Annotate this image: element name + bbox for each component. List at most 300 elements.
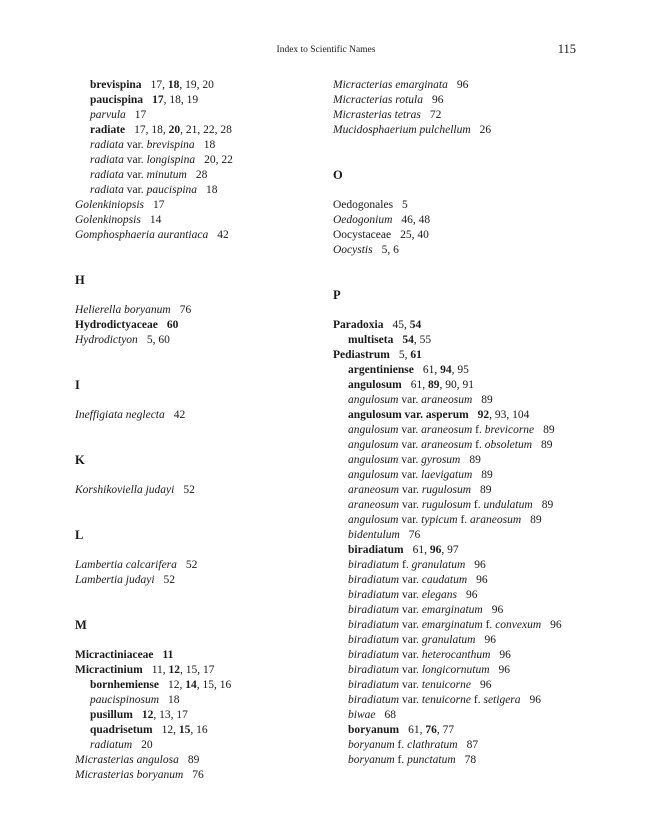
index-entry: [333, 318, 613, 333]
page-ref: 89: [187, 754, 200, 766]
index-entry: [333, 573, 613, 588]
page-ref: 61,: [408, 724, 426, 736]
page-ref: 96: [465, 589, 478, 601]
page-references: [466, 589, 478, 601]
index-term: [348, 454, 460, 466]
term-segment: emarginatum: [421, 619, 483, 631]
index-entry: [75, 198, 315, 213]
page-ref-primary: 15: [178, 724, 191, 736]
term-segment: var.: [399, 649, 422, 661]
index-term: [348, 739, 458, 751]
term-segment: var.: [123, 139, 147, 151]
section-letter: L: [75, 528, 84, 542]
page-ref: 76: [179, 304, 192, 316]
index-entry: [333, 123, 613, 138]
page-references: [401, 214, 430, 226]
spacer: [75, 348, 315, 363]
page-references: [413, 544, 459, 556]
term-segment: bornhemiense: [90, 679, 159, 691]
term-segment: minutum: [146, 169, 187, 181]
index-term: [348, 754, 456, 766]
page-ref: 5: [402, 199, 408, 211]
page-references: [142, 709, 188, 721]
page-ref: , 93, 104: [489, 409, 530, 421]
index-term: [348, 604, 483, 616]
page-references: [206, 184, 218, 196]
page-ref: 17, 18,: [134, 124, 169, 136]
page-references: [474, 559, 486, 571]
index-term: [333, 124, 471, 136]
page-ref: , 77: [436, 724, 455, 736]
term-segment: typicum: [421, 514, 458, 526]
index-entry: [75, 678, 315, 693]
term-segment: Paradoxia: [333, 319, 384, 331]
index-entry: [75, 213, 315, 228]
page-references: [402, 334, 431, 346]
index-entry: [75, 768, 315, 783]
index-entry: [75, 483, 315, 498]
section-letter: M: [75, 618, 87, 632]
page-ref: , 21, 22, 28: [180, 124, 232, 136]
page-ref: 25, 40: [400, 229, 429, 241]
page-references: [151, 79, 214, 91]
term-segment: granulatum: [411, 559, 466, 571]
page-ref-primary: 20: [168, 124, 181, 136]
index-entry: [333, 738, 613, 753]
page-references: [476, 574, 488, 586]
index-term: [75, 199, 144, 211]
page-references: [402, 199, 408, 211]
page-references: [147, 334, 170, 346]
page-references: [409, 529, 421, 541]
page-ref: 89: [543, 424, 555, 436]
page-ref: 96: [491, 604, 504, 616]
term-segment: biradiatum: [348, 589, 400, 601]
index-term: [348, 664, 490, 676]
index-term: [90, 709, 133, 721]
page-ref: 96: [431, 94, 444, 106]
term-segment: biradiatum: [348, 649, 400, 661]
term-segment: tenuicorne: [421, 694, 471, 706]
page-references: [392, 319, 421, 331]
page-references: [167, 319, 179, 331]
page-ref-primary: 89: [427, 379, 440, 391]
spacer: [333, 273, 613, 288]
index-term: [333, 349, 390, 361]
page-ref: 96: [529, 694, 542, 706]
index-entry: [75, 228, 315, 243]
term-segment: angulosum: [348, 379, 402, 391]
term-segment: Hydrodictyaceae: [75, 319, 158, 331]
term-segment: radiata: [90, 139, 124, 151]
page-references: [465, 754, 477, 766]
page-references: [196, 169, 208, 181]
page-ref: 72: [429, 109, 442, 121]
page-references: [188, 754, 200, 766]
page-ref-primary: 14: [185, 679, 197, 691]
page-ref-primary: 18: [167, 79, 180, 91]
index-term: [333, 94, 423, 106]
page-references: [469, 454, 481, 466]
page-ref: 46, 48: [401, 214, 431, 226]
page-ref: 17: [134, 109, 147, 121]
index-term: [348, 574, 467, 586]
index-entry: [333, 588, 613, 603]
index-entry: [333, 663, 613, 678]
term-segment: f.: [482, 619, 496, 631]
page-ref: ,: [162, 79, 168, 91]
page-ref: 96: [476, 574, 488, 586]
term-segment: pusillum: [90, 709, 133, 721]
page-ref-primary: 61: [410, 349, 422, 361]
page-ref: 61,: [422, 364, 441, 376]
index-entry: [333, 78, 613, 93]
page-references: [411, 379, 474, 391]
index-entry: [333, 348, 613, 363]
term-segment: araneosum: [470, 514, 522, 526]
term-segment: gyrosum: [421, 454, 461, 466]
spacer: [333, 258, 613, 273]
page-references: [152, 94, 198, 106]
term-segment: paucispinosum: [90, 694, 159, 706]
term-segment: boryanum: [348, 724, 400, 736]
term-segment: bidentulum: [348, 529, 400, 541]
page-references: [183, 484, 195, 496]
page-references: [480, 484, 492, 496]
term-segment: granulatum: [421, 634, 476, 646]
index-term: [90, 724, 153, 736]
term-segment: rugulosum: [421, 484, 472, 496]
page-ref: , 95: [451, 364, 469, 376]
index-term: [348, 379, 402, 391]
index-entry: [333, 723, 613, 738]
page-ref: 42: [173, 409, 186, 421]
term-segment: paucispina: [146, 184, 198, 196]
spacer: [75, 498, 315, 513]
index-entry: [75, 693, 315, 708]
page-references: [430, 109, 442, 121]
index-entry: [333, 708, 613, 723]
section-letter: K: [75, 453, 85, 467]
page-ref-primary: 76: [425, 724, 437, 736]
index-entry: [75, 123, 315, 138]
term-segment: Micrasterias angulosa: [75, 754, 179, 766]
term-segment: Lambertia calcarifera: [75, 559, 177, 571]
page-ref: , 13, 17: [153, 709, 188, 721]
page-ref: 78: [464, 754, 477, 766]
index-term: [75, 559, 177, 571]
index-term: [75, 769, 183, 781]
index-term: [75, 229, 208, 241]
index-term: [75, 574, 155, 586]
index-entry: [333, 693, 613, 708]
index-entry: [75, 663, 315, 678]
term-segment: biradiatum: [348, 559, 400, 571]
term-segment: var.: [398, 439, 422, 451]
index-term: [75, 409, 165, 421]
term-segment: Micrasterias tetras: [333, 109, 421, 121]
page-ref: 89: [480, 484, 492, 496]
page-references: [480, 679, 492, 691]
page-ref: 5, 60: [146, 334, 170, 346]
index-term: [90, 679, 159, 691]
index-term: [90, 109, 126, 121]
index-term: [75, 334, 138, 346]
index-entry: [333, 678, 613, 693]
spacer: [75, 438, 315, 453]
index-term: [348, 439, 532, 451]
term-segment: var.: [399, 619, 422, 631]
index-entry: [333, 453, 613, 468]
page-ref: , 18, 19: [163, 94, 199, 106]
page-references: [499, 664, 511, 676]
index-entry: [333, 333, 613, 348]
index-entry: [333, 558, 613, 573]
index-term: [333, 244, 373, 256]
index-term: [348, 544, 404, 556]
index-term: [75, 484, 174, 496]
term-segment: var.: [399, 634, 422, 646]
index-term: [333, 199, 393, 211]
page-references: [543, 424, 555, 436]
term-segment: var.: [398, 454, 422, 466]
page-ref-primary: 92: [477, 409, 490, 421]
spacer: [333, 183, 613, 198]
term-segment: biradiatum: [348, 544, 404, 556]
term-segment: radiatum: [90, 739, 133, 751]
term-segment: Helierella boryanum: [75, 304, 171, 316]
index-term: [348, 334, 393, 346]
index-entry: [75, 723, 315, 738]
page-references: [423, 364, 469, 376]
page-ref: 20: [141, 739, 153, 751]
term-segment: var.: [399, 679, 422, 691]
index-entry: [333, 423, 613, 438]
spacer: [75, 288, 315, 303]
page-ref: 96: [480, 679, 492, 691]
term-segment: boryanum: [348, 754, 395, 766]
term-segment: var.: [399, 589, 422, 601]
index-term: [348, 649, 490, 661]
term-segment: clathratum: [407, 739, 458, 751]
index-term: [75, 649, 154, 661]
page-references: [541, 439, 553, 451]
index-column-right: [333, 78, 613, 768]
page-ref: 42: [217, 229, 229, 241]
page-ref: , 16: [190, 724, 208, 736]
term-segment: Micractinium: [75, 664, 143, 676]
index-entry: [333, 378, 613, 393]
page-ref: 61,: [410, 379, 428, 391]
term-segment: Ineffigiata neglecta: [75, 409, 165, 421]
term-segment: rugulosum: [421, 499, 472, 511]
term-segment: longispina: [146, 154, 196, 166]
index-entry: [333, 213, 613, 228]
page-references: [400, 229, 429, 241]
index-entry: [333, 408, 613, 423]
term-segment: angulosum: [348, 394, 399, 406]
page-references: [542, 499, 554, 511]
term-segment: araneosum: [421, 424, 473, 436]
page-references: [478, 409, 530, 421]
term-segment: biradiatum: [348, 619, 400, 631]
index-entry: [75, 183, 315, 198]
page-references: [135, 109, 147, 121]
page-ref: , 90, 91: [439, 379, 474, 391]
index-term: [348, 619, 541, 631]
index-entry: [333, 633, 613, 648]
index-term: [75, 319, 158, 331]
index-term: [348, 499, 533, 511]
index-term: [90, 154, 195, 166]
spacer: [333, 138, 613, 153]
page-ref: 18: [206, 184, 218, 196]
term-segment: f.: [399, 559, 412, 571]
page-ref: 96: [474, 559, 486, 571]
page-ref: 87: [466, 739, 479, 751]
term-segment: caudatum: [421, 574, 468, 586]
page-references: [499, 649, 511, 661]
index-term: [75, 664, 143, 676]
page-references: [432, 94, 444, 106]
page-ref: , 19, 20: [179, 79, 214, 91]
spacer: [75, 588, 315, 603]
spacer: [75, 423, 315, 438]
index-term: [333, 109, 421, 121]
index-term: [348, 529, 400, 541]
term-segment: angulosum: [348, 469, 399, 481]
index-entry: [333, 603, 613, 618]
page-references: [204, 139, 216, 151]
index-entry: [333, 108, 613, 123]
index-term: [333, 229, 391, 241]
running-title: Index to Scientific Names: [276, 45, 376, 55]
index-term: [75, 214, 141, 226]
term-segment: var.: [398, 469, 422, 481]
page-ref: 61,: [412, 544, 430, 556]
page-ref: 96: [499, 649, 511, 661]
term-segment: setigera: [483, 694, 521, 706]
page-ref: 89: [541, 499, 554, 511]
page-ref-primary: 11: [162, 649, 174, 661]
term-segment: parvula: [90, 109, 126, 121]
index-entry: [75, 558, 315, 573]
term-segment: var.: [123, 169, 147, 181]
term-segment: var.: [123, 184, 147, 196]
index-entry: [333, 363, 613, 378]
page-ref: 28: [195, 169, 208, 181]
term-segment: var.: [399, 499, 422, 511]
index-term: [348, 364, 414, 376]
page-ref: 52: [163, 574, 176, 586]
term-segment: araneosum: [348, 484, 400, 496]
spacer: [75, 468, 315, 483]
spacer: [75, 633, 315, 648]
index-term: [90, 169, 187, 181]
page-references: [530, 694, 542, 706]
page-ref: 52: [183, 484, 195, 496]
page-ref-primary: 54: [409, 319, 422, 331]
index-entry: [75, 648, 315, 663]
term-segment: var.: [123, 154, 147, 166]
page-ref: 5, 6: [381, 244, 399, 256]
index-entry: [333, 198, 613, 213]
page-references: [162, 724, 208, 736]
term-segment: angulosum: [348, 514, 399, 526]
page-ref: , 55: [413, 334, 432, 346]
section-letter: P: [333, 288, 341, 302]
page-ref: 17: [153, 199, 165, 211]
running-header: [0, 42, 652, 58]
index-term: [90, 139, 195, 151]
index-entry: [333, 483, 613, 498]
index-term: [348, 394, 472, 406]
term-segment: brevispina: [146, 139, 195, 151]
term-segment: angulosum: [348, 454, 399, 466]
index-term: [90, 94, 143, 106]
index-term: [348, 559, 465, 571]
page-ref-primary: 94: [440, 364, 452, 376]
term-segment: var.: [399, 604, 422, 616]
page-references: [192, 769, 204, 781]
term-segment: Golenkiniopsis: [75, 199, 144, 211]
page-ref: 45,: [392, 319, 410, 331]
term-segment: quadrisetum: [90, 724, 153, 736]
index-term: [90, 124, 125, 136]
page-references: [134, 124, 232, 136]
page-ref: 17: [150, 79, 163, 91]
index-entry: [75, 333, 315, 348]
index-term: [348, 634, 475, 646]
index-term: [348, 469, 472, 481]
term-segment: Oocystis: [333, 244, 373, 256]
term-segment: brevispina: [90, 79, 142, 91]
index-entry: [75, 93, 315, 108]
term-segment: Micracterias emarginata: [333, 79, 448, 91]
term-segment: radiata: [90, 154, 124, 166]
term-segment: araneosum: [348, 499, 400, 511]
index-entry: [75, 738, 315, 753]
index-entry: [333, 543, 613, 558]
term-segment: f.: [471, 694, 484, 706]
spacer: [333, 153, 613, 168]
term-segment: Lambertia judayi: [75, 574, 155, 586]
page-ref: 11,: [151, 664, 169, 676]
page-references: [399, 349, 422, 361]
term-segment: biradiatum: [348, 634, 400, 646]
term-segment: boryanum: [348, 739, 395, 751]
term-segment: emarginatum: [421, 604, 483, 616]
term-segment: obsoletum: [484, 439, 533, 451]
term-segment: Mucidosphaerium pulchellum: [333, 124, 471, 136]
term-segment: Oocystaceae: [333, 229, 392, 241]
index-column-left: [75, 78, 315, 783]
term-segment: var.: [399, 694, 422, 706]
term-segment: var.: [399, 664, 422, 676]
index-entry: [333, 498, 613, 513]
index-entry: [75, 753, 315, 768]
page-ref: 89: [481, 394, 493, 406]
term-segment: biradiatum: [348, 604, 400, 616]
term-segment: f.: [457, 514, 471, 526]
term-segment: brevicorne: [484, 424, 535, 436]
page-ref: 76: [408, 529, 421, 541]
index-term: [348, 409, 469, 421]
spacer: [75, 543, 315, 558]
spacer: [75, 603, 315, 618]
page-references: [382, 244, 399, 256]
index-entry: [333, 753, 613, 768]
